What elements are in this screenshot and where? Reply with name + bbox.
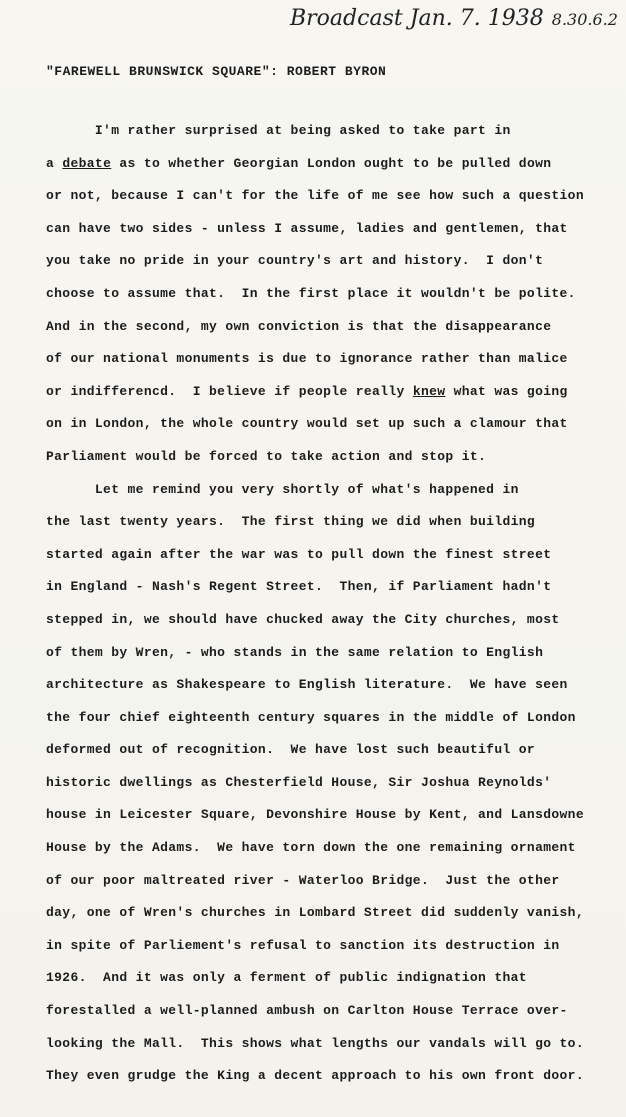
text-line [46,571,591,604]
line-text: Let me remind you very shortly of what's happened in [46,481,519,497]
text-line [46,734,591,767]
line-text: a [46,155,63,171]
text-line [46,148,591,181]
text-line [46,506,591,539]
broadcast-date: Broadcast Jan. 7. 1938 [290,6,544,31]
text-line [46,180,591,213]
document-title: "FAREWELL BRUNSWICK SQUARE": ROBERT BYRON [46,64,387,79]
line-text: in England - Nash's Regent Street. Then, if Parliament hadn't [46,579,552,595]
text-line [46,376,591,409]
text-line [46,213,591,246]
line-text: of our poor maltreated river - Waterloo Bridge. Just the other [46,872,560,888]
line-text: on in London, the whole country would set up such a clamour that [46,416,568,432]
line-text: the four chief eighteenth century squares in the middle of London [46,709,576,725]
line-text: 1926. And it was only a ferment of public indignation that [46,970,527,986]
line-text: looking the Mall. This shows what lengths our vandals will go to. [46,1035,584,1051]
text-line [46,637,591,670]
text-line [46,930,591,963]
text-line [46,767,591,800]
line-text: of them by Wren, - who stands in the same relation to English [46,644,544,660]
line-text: day, one of Wren's churches in Lombard Street did suddenly vanish, [46,905,584,921]
line-text: architecture as Shakespeare to English literature. We have seen [46,677,568,693]
text-line [46,669,591,702]
line-text: deformed out of recognition. We have lost such beautiful or [46,742,536,758]
line-text: what was going [445,383,568,399]
text-line [46,343,591,376]
line-text: or indifferencd. I believe if people really [46,383,413,399]
text-line [46,539,591,572]
text-line [46,245,591,278]
text-line [46,897,591,930]
text-line [46,604,591,637]
text-line [46,1028,591,1061]
text-line [46,441,591,474]
line-text: historic dwellings as Chesterfield House, Sir Joshua Reynolds' [46,774,552,790]
line-text: you take no pride in your country's art and history. I don't [46,253,544,269]
line-text: the last twenty years. The first thing we did when building [46,514,536,530]
line-text: choose to assume that. In the first place it wouldn't be polite. [46,285,576,301]
text-line [46,702,591,735]
line-text: House by the Adams. We have torn down the one remaining ornament [46,840,576,856]
text-line [46,832,591,865]
line-text: in spite of Parliement's refusal to sanction its destruction in [46,937,560,953]
line-text: house in Leicester Square, Devonshire House by Kent, and Lansdowne [46,807,584,823]
text-line [46,278,591,311]
line-text: can have two sides - unless I assume, ladies and gentlemen, that [46,220,568,236]
underlined-word: knew [412,383,446,399]
broadcast-time: 8.30.6.2 [551,10,618,29]
line-text: of our national monuments is due to ignorance rather than malice [46,351,568,367]
line-text: And in the second, my own conviction is that the disappearance [46,318,552,334]
text-line [46,408,591,441]
document-body [46,115,591,1093]
line-text: as to whether Georgian London ought to be pulled down [111,155,552,171]
text-line [46,1060,591,1093]
line-text: started again after the war was to pull down the finest street [46,546,552,562]
text-line [46,799,591,832]
line-text: They even grudge the King a decent approach to his own front door. [46,1068,584,1084]
line-text: Parliament would be forced to take action and stop it. [46,448,487,464]
line-text: I'm rather surprised at being asked to take part in [46,123,511,138]
line-text: forestalled a well-planned ambush on Carlton House Terrace over- [46,1003,568,1019]
text-line [46,474,591,507]
text-line [46,115,591,148]
line-text: or not, because I can't for the life of me see how such a question [46,188,584,204]
text-line [46,962,591,995]
line-text: stepped in, we should have chucked away the City churches, most [46,611,560,627]
underlined-word: debate [62,155,112,171]
text-line [46,995,591,1028]
text-line [46,311,591,344]
text-line [46,865,591,898]
handwritten-broadcast-note [290,6,620,31]
